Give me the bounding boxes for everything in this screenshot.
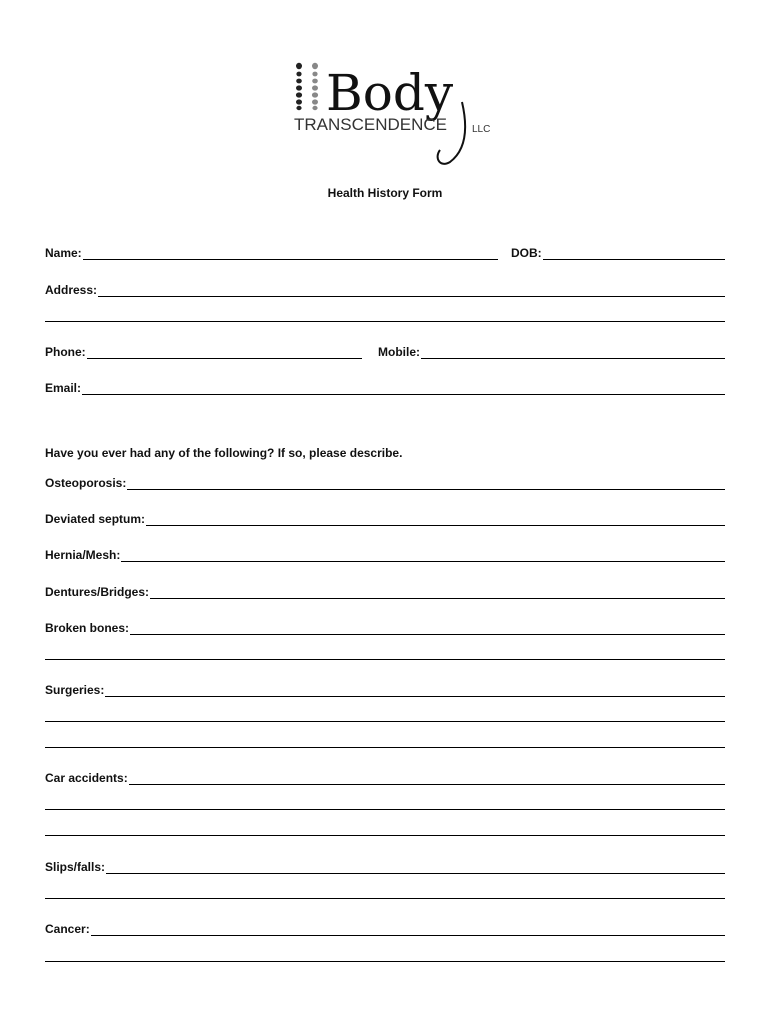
history-prompt: Have you ever had any of the following? If so, please describe.: [45, 446, 403, 460]
mobile-line[interactable]: [421, 345, 725, 359]
broken-bones-line[interactable]: [130, 621, 725, 635]
slips-falls-line[interactable]: [106, 860, 725, 874]
slips-falls-continuation-line[interactable]: [45, 898, 725, 899]
dob-line[interactable]: [543, 246, 725, 260]
form-title: Health History Form: [327, 186, 443, 200]
cancer-line[interactable]: [91, 922, 725, 936]
deviated-septum-label: Deviated septum:: [45, 512, 146, 526]
dob-field[interactable]: [511, 244, 725, 260]
car-accidents-continuation-line[interactable]: [45, 835, 725, 836]
phone-field[interactable]: [45, 343, 362, 359]
phone-line[interactable]: [87, 345, 362, 359]
spine-figures-icon: [296, 63, 318, 110]
hernia-mesh-line[interactable]: [121, 548, 725, 562]
address-label: Address:: [45, 283, 98, 297]
surgeries-field[interactable]: [45, 681, 725, 697]
car-accidents-field[interactable]: [45, 769, 725, 785]
address-field[interactable]: [45, 281, 725, 297]
car-accidents-label: Car accidents:: [45, 771, 128, 785]
cancer-field[interactable]: [45, 920, 725, 936]
mobile-label: Mobile:: [378, 345, 420, 359]
hernia-mesh-label: Hernia/Mesh:: [45, 548, 121, 562]
name-label: Name:: [45, 246, 82, 260]
mobile-field[interactable]: [378, 343, 725, 359]
osteoporosis-label: Osteoporosis:: [45, 476, 127, 490]
car-accidents-continuation-line[interactable]: [45, 809, 725, 810]
logo-brand-suffix: LLC: [472, 124, 491, 135]
dentures-bridges-label: Dentures/Bridges:: [45, 585, 150, 599]
logo-brand-word: Body: [326, 64, 454, 122]
surgeries-continuation-line[interactable]: [45, 721, 725, 722]
cancer-continuation-line[interactable]: [45, 961, 725, 962]
deviated-septum-field[interactable]: [45, 510, 725, 526]
dentures-bridges-field[interactable]: [45, 583, 725, 599]
slips-falls-label: Slips/falls:: [45, 860, 106, 874]
name-field[interactable]: [45, 244, 498, 260]
cancer-label: Cancer:: [45, 922, 90, 936]
broken-bones-continuation-line[interactable]: [45, 659, 725, 660]
osteoporosis-field[interactable]: [45, 474, 725, 490]
email-label: Email:: [45, 381, 82, 395]
deviated-septum-line[interactable]: [146, 512, 725, 526]
email-field[interactable]: [45, 379, 725, 395]
broken-bones-field[interactable]: [45, 619, 725, 635]
phone-label: Phone:: [45, 345, 86, 359]
address-line[interactable]: [98, 283, 725, 297]
dob-label: DOB:: [511, 246, 542, 260]
email-line[interactable]: [82, 381, 725, 395]
name-line[interactable]: [83, 246, 498, 260]
car-accidents-line[interactable]: [129, 771, 725, 785]
dentures-bridges-line[interactable]: [150, 585, 725, 599]
surgeries-label: Surgeries:: [45, 683, 105, 697]
hernia-mesh-field[interactable]: [45, 546, 725, 562]
surgeries-line[interactable]: [105, 683, 725, 697]
body-transcendence-logo: [290, 58, 510, 170]
surgeries-continuation-line[interactable]: [45, 747, 725, 748]
osteoporosis-line[interactable]: [127, 476, 725, 490]
logo-brand-sub: TRANSCENDENCE: [294, 115, 448, 134]
address-continuation-line[interactable]: [45, 321, 725, 322]
broken-bones-label: Broken bones:: [45, 621, 130, 635]
slips-falls-field[interactable]: [45, 858, 725, 874]
